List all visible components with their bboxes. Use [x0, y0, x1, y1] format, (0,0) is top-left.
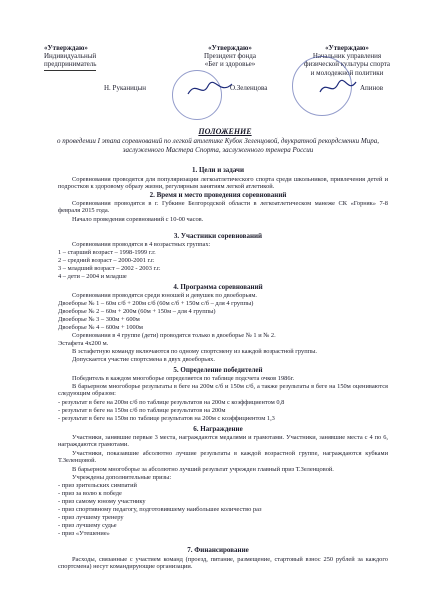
scoring-rule-1: - результат в беге на 200м с/б по таблице результатов на 200м с коэффициентом 0,8 — [58, 399, 285, 406]
prize-4: - приз спортивному педагогу, подготовившему наибольшее количество раз — [58, 506, 262, 513]
age-group-1: 1 – старший возраст – 1998-1999 г.г. — [58, 249, 156, 256]
event-3: Двоеборье № 3 – 300м + 600м — [58, 316, 140, 323]
approval-right-line1: Начальник управления — [312, 52, 382, 61]
section1-text: Соревнования проводятся для популяризации легкоатлетического спорта среди школьников, привлечения детей и подростков к здоровому образу жизни, регулярным занятиям легкой атлетикой. — [58, 176, 388, 191]
section4-note2: В эстафетную команду включаются по одному спортсмену из каждой возрастной группы. — [72, 348, 317, 355]
approval-middle-line2: «Бег и здоровье» — [204, 60, 256, 69]
prize-5: - приз лучшему тренеру — [58, 514, 124, 521]
section6-text1: Участники, занявшие первые 3 места, награждаются медалями и грамотами. Участники, занявшие места с 4 по 6, награждаются грамотами. — [58, 434, 388, 449]
approval-right-title: «Утверждаю» — [325, 44, 369, 52]
event-4: Двоеборье № 4 – 600м + 1000м — [58, 324, 143, 331]
document-intro: о проведении I этапа соревнований по легкой атлетике Кубок Зеленцовой, двукратной рекордсменки Мира, заслуженного Мастера Спорта, заслуженного тренера России — [57, 137, 379, 154]
signature-middle — [186, 78, 234, 100]
approval-right-signer: Апинов — [360, 84, 384, 92]
section4-text: Соревнования проводятся среди юношей и девушек по двоеборьям. — [72, 292, 257, 299]
section4-relay: Эстафета 4х200 м. — [58, 340, 109, 347]
section4-note3: Допускается участие спортсмена в двух двоеборьях. — [72, 356, 215, 363]
prize-6: - приз лучшему судье — [58, 522, 117, 529]
scoring-rule-2: - результат в беге на 150м с/б по таблице результатов на 200м — [58, 407, 226, 414]
prize-3: - приз самому юному участнику — [58, 498, 146, 505]
prize-1: - приз зрительских симпатий — [58, 482, 137, 489]
scoring-rule-3: - результат в беге на 150м по таблице результатов на 200м с коэффициентом 1,3 — [58, 415, 275, 422]
approval-right-line3: и молодежной политики — [310, 68, 384, 77]
approval-right-line2: физической культуры спорта — [303, 60, 391, 69]
approval-middle-line1: Президент фонда — [204, 52, 256, 61]
prize-7: - приз «Утешение» — [58, 530, 110, 537]
section2-start: Начало проведения соревнований с 10-00 часов. — [72, 216, 204, 223]
section2-title: 2. Время и место проведения соревнований — [149, 191, 287, 199]
approval-left-signer: Н. Руканицын — [104, 84, 147, 92]
prize-2: - приз за волю к победе — [58, 490, 122, 497]
section7-title: 7. Финансирование — [187, 546, 249, 554]
section4-note1: Соревнования в 4 группе (дети) проводятся только в двоеборье № 1 и № 2. — [72, 332, 276, 339]
section2-text: Соревнования проводятся в г. Губкине Белгородской области в легкоатлетическом манеже СК «Горняк» 7-8 февраля 2015 года. — [58, 200, 388, 215]
section3-title: 3. Участники соревнований — [173, 232, 263, 240]
section1-title: 1. Цели и задачи — [191, 166, 245, 174]
section6-text4: Учреждены дополнительные призы: — [72, 474, 172, 481]
approval-left — [44, 44, 150, 69]
section5-text1: Победитель в каждом многоборье определяется по таблице подсчета очков 1986г. — [72, 375, 295, 382]
section5-text2: В барьерном многоборье результаты в беге на 200м с/б и 150м с/б, а также результаты в беге на 150м оцениваются следующим образом: — [58, 383, 388, 398]
signature-line-left — [44, 70, 96, 71]
age-group-2: 2 – средний возраст – 2000-2001 г.г. — [58, 257, 155, 264]
approval-middle-title: «Утверждаю» — [208, 44, 252, 52]
approval-middle-signer: О.Зеленцова — [230, 84, 268, 92]
approval-middle — [188, 44, 272, 69]
approval-left-line1: Индивидуальный — [44, 52, 97, 61]
section6-text3: В барьерном многоборье за абсолютно лучший результат учрежден главный приз Т.Зеленцовой. — [72, 466, 334, 473]
age-group-3: 3 – младший возраст – 2002 - 2003 г.г. — [58, 265, 161, 272]
section7-text: Расходы, связанные с участием команд (проезд, питание, размещение, стартовый взнос 250 рублей за каждого спортсмена) несут командирующие организации. — [58, 556, 388, 571]
event-1: Двоеборье № 1 – 60м с/б + 200м с/б (60м с/б + 150м с/б – для 4 группы) — [58, 300, 254, 307]
event-2: Двоеборье № 2 – 60м + 200м (60м + 150м – для 4 группы) — [58, 308, 216, 315]
document-heading: ПОЛОЖЕНИЕ — [198, 127, 252, 136]
age-group-4: 4 – дети – 2004 и младше — [58, 273, 127, 280]
section6-text2: Участники, показавшие абсолютно лучшие результаты в каждой возрастной группе, награждаются кубками Т.Зеленцовой. — [58, 450, 388, 465]
section5-title: 5. Определение победителей — [173, 366, 263, 374]
section6-title: 6. Награждение — [193, 425, 243, 433]
approval-left-line2: предприниматель — [44, 60, 97, 69]
approval-left-title: «Утверждаю» — [44, 44, 88, 52]
section4-title: 4. Программа соревнований — [173, 283, 263, 291]
section3-text: Соревнования проводятся в 4 возрастных группах: — [72, 241, 211, 248]
signature-right — [318, 78, 358, 98]
